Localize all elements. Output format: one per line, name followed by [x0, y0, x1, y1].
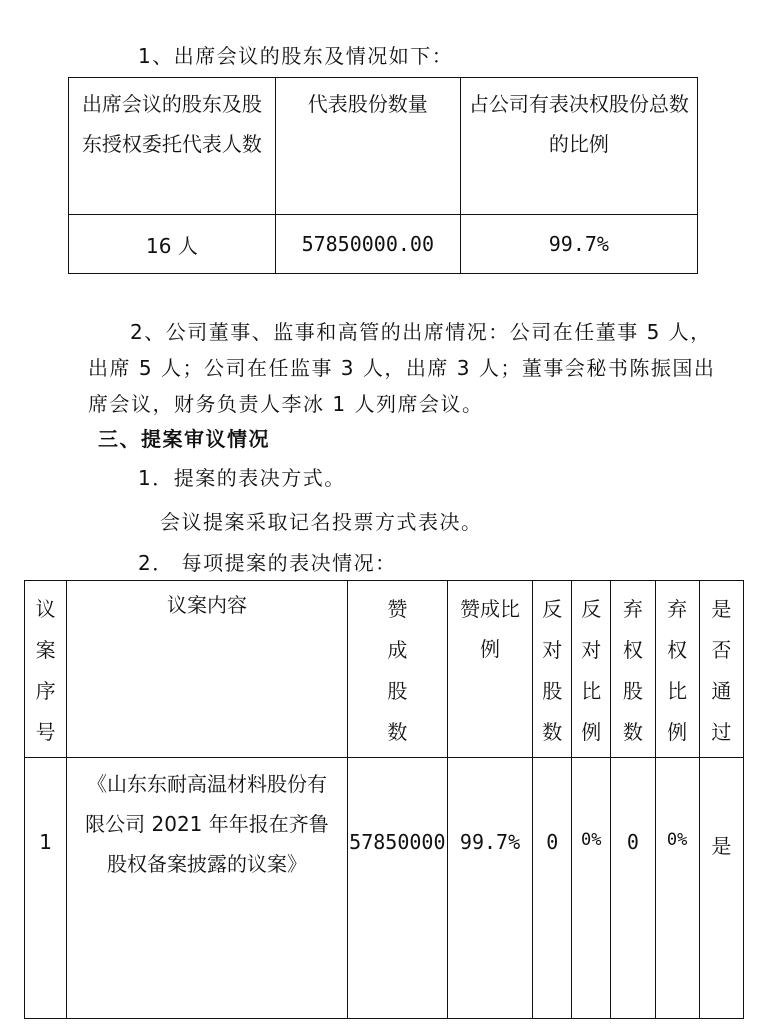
table-header-row [25, 581, 744, 758]
table-row [69, 215, 698, 274]
attendance-heading: 1、出席会议的股东及情况如下： [138, 44, 454, 68]
voting-results-heading: 2． 每项提案的表决情况： [138, 551, 397, 575]
attendance-table [68, 77, 698, 274]
cell-passed: 是 [699, 758, 743, 1019]
cell-shares: 57850000.00 [275, 215, 460, 274]
cell-ratio: 99.7% [460, 215, 697, 274]
header-against-shares: 反对股数 [533, 581, 572, 758]
header-abstain-ratio: 弃权比例 [655, 581, 699, 758]
header-abstain-shares: 弃权股数 [611, 581, 655, 758]
cell-abstain-shares: 0 [611, 758, 655, 1019]
voting-method-heading: 1．提案的表决方式。 [138, 466, 346, 490]
cell-shareholder-count: 16 人 [69, 215, 276, 274]
directors-para-line2: 出席 5 人；公司在任监事 3 人，出席 3 人；董事会秘书陈振国出 [88, 356, 716, 380]
header-proposal-no: 议案序号 [25, 581, 67, 758]
header-passed: 是否通过 [699, 581, 743, 758]
table-header-row [69, 78, 698, 215]
table-row [25, 758, 744, 1019]
header-against-ratio: 反对比例 [572, 581, 611, 758]
voting-results-table [24, 580, 744, 1019]
proposal-section-heading: 三、提案审议情况 [98, 427, 270, 451]
cell-against-ratio: 0% [572, 758, 611, 1019]
cell-proposal-no: 1 [25, 758, 67, 1019]
header-for-ratio: 赞成比例 [447, 581, 532, 758]
header-shares: 代表股份数量 [275, 78, 460, 215]
cell-for-ratio: 99.7% [447, 758, 532, 1019]
directors-para-line3: 席会议，财务负责人李冰 1 人列席会议。 [88, 392, 484, 416]
header-for-shares: 赞成股数 [347, 581, 447, 758]
directors-para-line1: 2、公司董事、监事和高管的出席情况：公司在任董事 5 人， [130, 320, 712, 344]
header-shareholder-count: 出席会议的股东及股东授权委托代表人数 [69, 78, 276, 215]
cell-abstain-ratio: 0% [655, 758, 699, 1019]
cell-against-shares: 0 [533, 758, 572, 1019]
cell-for-shares: 57850000 [347, 758, 447, 1019]
cell-proposal-content: 《山东东耐高温材料股份有限公司 2021 年年报在齐鲁股权备案披露的议案》 [67, 758, 348, 1019]
voting-method-text: 会议提案采取记名投票方式表决。 [160, 510, 483, 534]
header-ratio: 占公司有表决权股份总数的比例 [460, 78, 697, 215]
header-proposal-content: 议案内容 [67, 581, 348, 758]
